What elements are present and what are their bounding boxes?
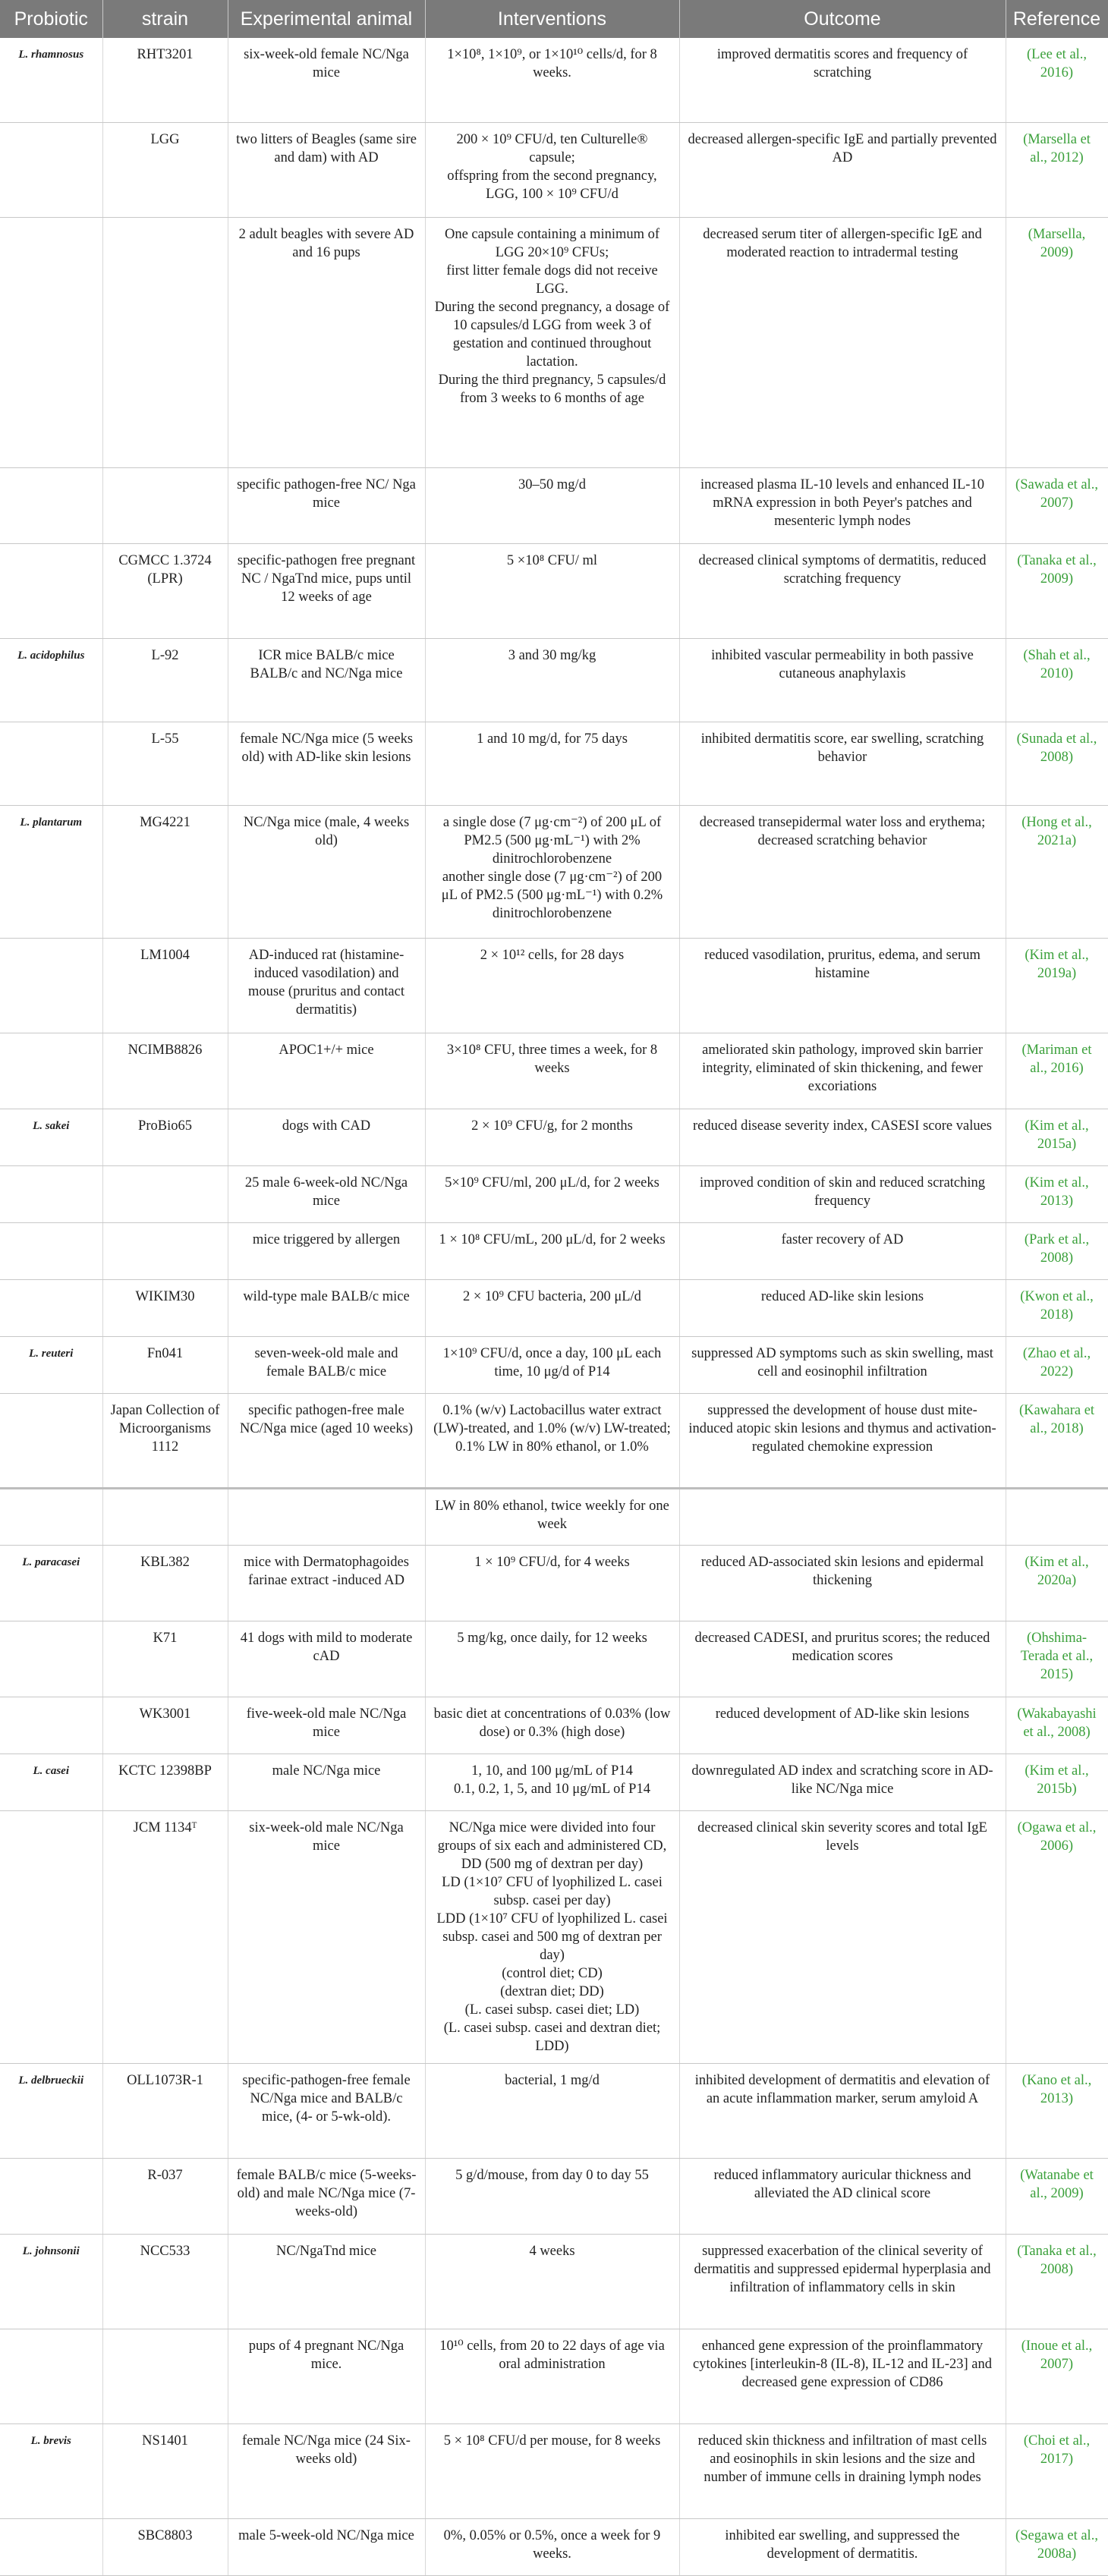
outcome-cell: increased plasma IL-10 levels and enhanced IL-10 mRNA expression in both Peyer's patches and mesenteric lymph nodes bbox=[679, 467, 1006, 543]
intervention-line: offspring from the second pregnancy, LGG, 100 × 10⁹ CFU/d bbox=[447, 168, 657, 202]
strain-cell: Japan Collection of Microorganisms 1112 bbox=[102, 1393, 228, 1488]
animal-cell: dogs with CAD bbox=[228, 1109, 425, 1165]
table-row bbox=[0, 543, 1108, 638]
strain-cell: RHT3201 bbox=[102, 38, 228, 122]
table-row bbox=[0, 2423, 1108, 2518]
animal-cell: specific pathogen-free NC/ Nga mice bbox=[228, 467, 425, 543]
reference-link[interactable]: (Choi et al., 2017) bbox=[1006, 2423, 1108, 2518]
animal-cell: specific-pathogen free pregnant NC / NgaTnd mice, pups until 12 weeks of age bbox=[228, 543, 425, 638]
strain-cell: KCTC 12398BP bbox=[102, 1754, 228, 1810]
probiotic-cell: L. reuteri bbox=[0, 1336, 102, 1393]
probiotic-cell bbox=[0, 2158, 102, 2234]
reference-link[interactable]: (Inoue et al., 2007) bbox=[1006, 2329, 1108, 2423]
interventions-cell bbox=[425, 1697, 679, 1754]
strain-cell: JCM 1134ᵀ bbox=[102, 1810, 228, 2063]
intervention-line: One capsule containing a minimum of LGG 20×10⁹ CFUs; bbox=[444, 226, 660, 260]
intervention-line: 2 × 10⁹ CFU/g, for 2 months bbox=[471, 1118, 633, 1134]
outcome-cell: decreased allergen-specific IgE and partially prevented AD bbox=[679, 122, 1006, 217]
intervention-line: During the second pregnancy, a dosage of 10 capsules/d LGG from week 3 of gestation and continued throughout lactation. bbox=[434, 299, 670, 370]
probiotic-cell bbox=[0, 2518, 102, 2575]
table-row bbox=[0, 1033, 1108, 1109]
intervention-line: 2 × 10¹² cells, for 28 days bbox=[480, 947, 625, 963]
strain-cell: OLL1073R-1 bbox=[102, 2063, 228, 2158]
animal-cell: pups of 4 pregnant NC/Nga mice. bbox=[228, 2329, 425, 2423]
table-row bbox=[0, 122, 1108, 217]
probiotic-cell bbox=[0, 1621, 102, 1697]
table-row bbox=[0, 638, 1108, 722]
outcome-cell: decreased serum titer of allergen-specific IgE and moderated reaction to intradermal testing bbox=[679, 217, 1006, 467]
strain-cell bbox=[102, 1488, 228, 1545]
reference-link[interactable]: (Zhao et al., 2022) bbox=[1006, 1336, 1108, 1393]
table-row bbox=[0, 1488, 1108, 1545]
strain-cell: NCIMB8826 bbox=[102, 1033, 228, 1109]
header-interventions: Interventions bbox=[425, 0, 679, 38]
interventions-cell bbox=[425, 38, 679, 122]
probiotic-cell: L. plantarum bbox=[0, 805, 102, 938]
intervention-line: 0.1% LW in 80% ethanol, or 1.0% bbox=[455, 1439, 649, 1455]
interventions-cell bbox=[425, 1165, 679, 1222]
outcome-cell: reduced disease severity index, CASESI score values bbox=[679, 1109, 1006, 1165]
interventions-cell bbox=[425, 2423, 679, 2518]
header-strain: strain bbox=[102, 0, 228, 38]
outcome-cell: inhibited ear swelling, and suppressed the development of dermatitis. bbox=[679, 2518, 1006, 2575]
table-row bbox=[0, 1697, 1108, 1754]
intervention-line: 3 and 30 mg/kg bbox=[508, 647, 596, 663]
header-probiotic: Probiotic bbox=[0, 0, 102, 38]
reference-link[interactable]: (Sawada et al., 2007) bbox=[1006, 467, 1108, 543]
table-row bbox=[0, 1336, 1108, 1393]
interventions-cell bbox=[425, 122, 679, 217]
table-row bbox=[0, 2234, 1108, 2329]
table-row bbox=[0, 1393, 1108, 1488]
probiotic-cell bbox=[0, 2329, 102, 2423]
intervention-line: LDD (1×10⁷ CFU of lyophilized L. casei subsp. casei and 500 mg of dextran per day) bbox=[436, 1911, 668, 1963]
intervention-line: 1 and 10 mg/d, for 75 days bbox=[477, 731, 628, 747]
intervention-line: first litter female dogs did not receive LGG. bbox=[446, 263, 658, 297]
animal-cell: seven-week-old male and female BALB/c mice bbox=[228, 1336, 425, 1393]
reference-link[interactable]: (Kim et al., 2020a) bbox=[1006, 1545, 1108, 1621]
probiotic-cell bbox=[0, 1810, 102, 2063]
interventions-cell bbox=[425, 2063, 679, 2158]
probiotic-cell bbox=[0, 467, 102, 543]
probiotic-cell: L. acidophilus bbox=[0, 638, 102, 722]
intervention-line: 5×10⁹ CFU/ml, 200 μL/d, for 2 weeks bbox=[445, 1175, 659, 1190]
intervention-line: LW in 80% ethanol, twice weekly for one week bbox=[435, 1498, 669, 1532]
probiotic-cell bbox=[0, 1165, 102, 1222]
outcome-cell: reduced inflammatory auricular thickness and alleviated the AD clinical score bbox=[679, 2158, 1006, 2234]
animal-cell: female NC/Nga mice (5 weeks old) with AD-like skin lesions bbox=[228, 722, 425, 805]
intervention-line: LD (1×10⁷ CFU of lyophilized L. casei subsp. casei per day) bbox=[442, 1874, 663, 1908]
strain-cell bbox=[102, 1222, 228, 1279]
outcome-cell: reduced skin thickness and infiltration of mast cells and eosinophils in skin lesions and the size and number of immune cells in draining lymph nodes bbox=[679, 2423, 1006, 2518]
probiotic-cell: L. brevis bbox=[0, 2423, 102, 2518]
strain-cell: KBL382 bbox=[102, 1545, 228, 1621]
outcome-cell: reduced vasodilation, pruritus, edema, and serum histamine bbox=[679, 938, 1006, 1033]
intervention-line: (dextran diet; DD) bbox=[500, 1983, 604, 1999]
animal-cell: specific pathogen-free male NC/Nga mice (aged 10 weeks) bbox=[228, 1393, 425, 1488]
probiotic-cell bbox=[0, 543, 102, 638]
interventions-cell bbox=[425, 467, 679, 543]
intervention-line: 1×10⁸, 1×10⁹, or 1×10¹⁰ cells/d, for 8 weeks. bbox=[447, 47, 657, 80]
strain-cell: K71 bbox=[102, 1621, 228, 1697]
reference-link[interactable]: (Kawahara et al., 2018) bbox=[1006, 1393, 1108, 1488]
intervention-line: During the third pregnancy, 5 capsules/d from 3 weeks to 6 months of age bbox=[438, 372, 666, 406]
strain-cell: ProBio65 bbox=[102, 1109, 228, 1165]
interventions-cell bbox=[425, 1754, 679, 1810]
intervention-line: (control diet; CD) bbox=[502, 1965, 603, 1981]
strain-cell: LGG bbox=[102, 122, 228, 217]
outcome-cell: inhibited development of dermatitis and elevation of an acute inflammation marker, serum amyloid A bbox=[679, 2063, 1006, 2158]
interventions-cell bbox=[425, 1488, 679, 1545]
probiotic-cell: L. casei bbox=[0, 1754, 102, 1810]
header-reference: Reference bbox=[1006, 0, 1108, 38]
intervention-line: 5 g/d/mouse, from day 0 to day 55 bbox=[455, 2167, 649, 2183]
intervention-line: bacterial, 1 mg/d bbox=[505, 2072, 600, 2088]
animal-cell: female NC/Nga mice (24 Six-weeks old) bbox=[228, 2423, 425, 2518]
intervention-line: 200 × 10⁹ CFU/d, ten Culturelle® capsule; bbox=[456, 131, 648, 165]
probiotic-cell: L. paracasei bbox=[0, 1545, 102, 1621]
interventions-cell bbox=[425, 1109, 679, 1165]
probiotic-cell bbox=[0, 217, 102, 467]
probiotic-cell: L. johnsonii bbox=[0, 2234, 102, 2329]
intervention-line: 0.1% (w/v) Lactobacillus water extract (LW)-treated, and 1.0% (w/v) LW-treated; bbox=[433, 1402, 671, 1436]
intervention-line: 1×10⁹ CFU/d, once a day, 100 μL each time, 10 μg/d of P14 bbox=[442, 1345, 662, 1379]
probiotic-cell bbox=[0, 122, 102, 217]
strain-cell bbox=[102, 1165, 228, 1222]
reference-link[interactable]: (Segawa et al., 2008a) bbox=[1006, 2518, 1108, 2575]
outcome-cell: decreased transepidermal water loss and erythema; decreased scratching behavior bbox=[679, 805, 1006, 938]
interventions-cell bbox=[425, 1033, 679, 1109]
reference-link[interactable]: (Hong et al., 2021a) bbox=[1006, 805, 1108, 938]
table-row bbox=[0, 1222, 1108, 1279]
strain-cell: SBC8803 bbox=[102, 2518, 228, 2575]
reference-link[interactable]: (Kim et al., 2019a) bbox=[1006, 938, 1108, 1033]
intervention-line: (L. casei subsp. casei diet; LD) bbox=[464, 2002, 640, 2018]
intervention-line: 1, 10, and 100 μg/mL of P14 bbox=[471, 1763, 633, 1779]
reference-link[interactable]: (Tanaka et al., 2008) bbox=[1006, 2234, 1108, 2329]
intervention-line: 10¹⁰ cells, from 20 to 22 days of age via oral administration bbox=[439, 2338, 665, 2372]
interventions-cell bbox=[425, 1336, 679, 1393]
strain-cell: R-037 bbox=[102, 2158, 228, 2234]
table-row bbox=[0, 217, 1108, 467]
reference-link[interactable]: (Ogawa et al., 2006) bbox=[1006, 1810, 1108, 2063]
intervention-line: 0.1, 0.2, 1, 5, and 10 μg/mL of P14 bbox=[454, 1781, 650, 1797]
intervention-line: 4 weeks bbox=[529, 2243, 575, 2259]
animal-cell: six-week-old male NC/Nga mice bbox=[228, 1810, 425, 2063]
probiotic-cell bbox=[0, 1697, 102, 1754]
interventions-cell bbox=[425, 2234, 679, 2329]
animal-cell: mice with Dermatophagoides farinae extract -induced AD bbox=[228, 1545, 425, 1621]
probiotic-cell bbox=[0, 938, 102, 1033]
table-row bbox=[0, 938, 1108, 1033]
outcome-cell: improved condition of skin and reduced scratching frequency bbox=[679, 1165, 1006, 1222]
animal-cell: female BALB/c mice (5-weeks-old) and male NC/Nga mice (7-weeks-old) bbox=[228, 2158, 425, 2234]
reference-link[interactable]: (Ohshima-Terada et al., 2015) bbox=[1006, 1621, 1108, 1697]
probiotic-cell bbox=[0, 1222, 102, 1279]
interventions-cell bbox=[425, 1545, 679, 1621]
intervention-line: basic diet at concentrations of 0.03% (low dose) or 0.3% (high dose) bbox=[433, 1706, 671, 1740]
reference-link[interactable]: (Sunada et al., 2008) bbox=[1006, 722, 1108, 805]
outcome-cell: inhibited vascular permeability in both passive cutaneous anaphylaxis bbox=[679, 638, 1006, 722]
intervention-line: 0%, 0.05% or 0.5%, once a week for 9 weeks. bbox=[443, 2527, 661, 2562]
table-row bbox=[0, 1109, 1108, 1165]
probiotic-cell bbox=[0, 1033, 102, 1109]
outcome-cell: ameliorated skin pathology, improved skin barrier integrity, eliminated of skin thickening, and fewer excoriations bbox=[679, 1033, 1006, 1109]
animal-cell: NC/Nga mice (male, 4 weeks old) bbox=[228, 805, 425, 938]
outcome-cell: enhanced gene expression of the proinflammatory cytokines [interleukin-8 (IL-8), IL-12 and IL-23] and decreased gene expression of CD86 bbox=[679, 2329, 1006, 2423]
table-row bbox=[0, 467, 1108, 543]
outcome-cell: suppressed AD symptoms such as skin swelling, mast cell and eosinophil infiltration bbox=[679, 1336, 1006, 1393]
strain-cell: LM1004 bbox=[102, 938, 228, 1033]
animal-cell: wild-type male BALB/c mice bbox=[228, 1279, 425, 1336]
interventions-cell bbox=[425, 722, 679, 805]
header-outcome: Outcome bbox=[679, 0, 1006, 38]
outcome-cell: reduced development of AD-like skin lesions bbox=[679, 1697, 1006, 1754]
reference-link[interactable]: (Park et al., 2008) bbox=[1006, 1222, 1108, 1279]
reference-link[interactable]: (Tanaka et al., 2009) bbox=[1006, 543, 1108, 638]
outcome-cell: reduced AD-like skin lesions bbox=[679, 1279, 1006, 1336]
strain-cell bbox=[102, 2329, 228, 2423]
interventions-cell bbox=[425, 1393, 679, 1488]
interventions-cell bbox=[425, 805, 679, 938]
outcome-cell: decreased CADESI, and pruritus scores; the reduced medication scores bbox=[679, 1621, 1006, 1697]
animal-cell: 41 dogs with mild to moderate cAD bbox=[228, 1621, 425, 1697]
reference-link[interactable]: (Lee et al., 2016) bbox=[1006, 38, 1108, 122]
reference-link[interactable]: (Mariman et al., 2016) bbox=[1006, 1033, 1108, 1109]
interventions-cell bbox=[425, 938, 679, 1033]
table-row bbox=[0, 2063, 1108, 2158]
reference-link[interactable]: (Kim et al., 2015b) bbox=[1006, 1754, 1108, 1810]
intervention-line: NC/Nga mice were divided into four groups of six each and administered CD, DD (500 mg of dextran per day) bbox=[437, 1820, 667, 1872]
reference-link[interactable]: (Kano et al., 2013) bbox=[1006, 2063, 1108, 2158]
interventions-cell bbox=[425, 1621, 679, 1697]
table-row bbox=[0, 1545, 1108, 1621]
intervention-line: 2 × 10⁹ CFU bacteria, 200 μL/d bbox=[463, 1288, 641, 1304]
strain-cell: MG4221 bbox=[102, 805, 228, 938]
table-row bbox=[0, 1810, 1108, 2063]
outcome-cell: decreased clinical symptoms of dermatitis, reduced scratching frequency bbox=[679, 543, 1006, 638]
reference-link[interactable]: (Kwon et al., 2018) bbox=[1006, 1279, 1108, 1336]
probiotic-cell: L. delbrueckii bbox=[0, 2063, 102, 2158]
animal-cell: NC/NgaTnd mice bbox=[228, 2234, 425, 2329]
intervention-line: another single dose (7 μg·cm⁻²) of 200 μL of PM2.5 (500 μg·mL⁻¹) with 0.2% dinitrochlorobenzene bbox=[441, 869, 663, 921]
reference-link[interactable]: (Wakabayashi et al., 2008) bbox=[1006, 1697, 1108, 1754]
table-row bbox=[0, 38, 1108, 122]
outcome-cell: faster recovery of AD bbox=[679, 1222, 1006, 1279]
animal-cell bbox=[228, 1488, 425, 1545]
animal-cell: male 5-week-old NC/Nga mice bbox=[228, 2518, 425, 2575]
animal-cell: specific-pathogen-free female NC/Nga mice and BALB/c mice, (4- or 5-wk-old). bbox=[228, 2063, 425, 2158]
interventions-cell bbox=[425, 2329, 679, 2423]
animal-cell: two litters of Beagles (same sire and dam) with AD bbox=[228, 122, 425, 217]
interventions-cell bbox=[425, 638, 679, 722]
intervention-line: 5 × 10⁸ CFU/d per mouse, for 8 weeks bbox=[443, 2433, 661, 2449]
strain-cell: NCC533 bbox=[102, 2234, 228, 2329]
intervention-line: 1 × 10⁹ CFU/d, for 4 weeks bbox=[474, 1554, 630, 1570]
reference-link[interactable] bbox=[1006, 1488, 1108, 1545]
probiotic-cell bbox=[0, 722, 102, 805]
reference-link[interactable]: (Marsella, 2009) bbox=[1006, 217, 1108, 467]
reference-link[interactable]: (Kim et al., 2013) bbox=[1006, 1165, 1108, 1222]
reference-link[interactable]: (Kim et al., 2015a) bbox=[1006, 1109, 1108, 1165]
interventions-cell bbox=[425, 217, 679, 467]
reference-link[interactable]: (Shah et al., 2010) bbox=[1006, 638, 1108, 722]
strain-cell bbox=[102, 467, 228, 543]
table-row bbox=[0, 2518, 1108, 2575]
animal-cell: APOC1+/+ mice bbox=[228, 1033, 425, 1109]
interventions-cell bbox=[425, 1279, 679, 1336]
interventions-cell bbox=[425, 2158, 679, 2234]
interventions-cell bbox=[425, 1810, 679, 2063]
probiotic-cell bbox=[0, 1279, 102, 1336]
animal-cell: mice triggered by allergen bbox=[228, 1222, 425, 1279]
intervention-line: 5 ×10⁸ CFU/ ml bbox=[506, 552, 598, 568]
table-row bbox=[0, 1754, 1108, 1810]
intervention-line: 5 mg/kg, once daily, for 12 weeks bbox=[457, 1630, 647, 1646]
table-row bbox=[0, 1279, 1108, 1336]
reference-link[interactable]: (Watanabe et al., 2009) bbox=[1006, 2158, 1108, 2234]
table-row bbox=[0, 2329, 1108, 2423]
probiotic-cell bbox=[0, 1393, 102, 1488]
intervention-line: 1 × 10⁸ CFU/mL, 200 μL/d, for 2 weeks bbox=[439, 1231, 666, 1247]
outcome-cell: suppressed exacerbation of the clinical severity of dermatitis and suppressed epidermal hyperplasia and infiltration of inflammatory cells in skin bbox=[679, 2234, 1006, 2329]
strain-cell: NS1401 bbox=[102, 2423, 228, 2518]
probiotic-cell: L. sakei bbox=[0, 1109, 102, 1165]
probiotic-cell: L. rhamnosus bbox=[0, 38, 102, 122]
table-row bbox=[0, 722, 1108, 805]
animal-cell: 2 adult beagles with severe AD and 16 pups bbox=[228, 217, 425, 467]
animal-cell: 25 male 6-week-old NC/Nga mice bbox=[228, 1165, 425, 1222]
outcome-cell: reduced AD-associated skin lesions and epidermal thickening bbox=[679, 1545, 1006, 1621]
outcome-cell bbox=[679, 1488, 1006, 1545]
outcome-cell: decreased clinical skin severity scores and total IgE levels bbox=[679, 1810, 1006, 2063]
strain-cell: Fn041 bbox=[102, 1336, 228, 1393]
table-row bbox=[0, 2158, 1108, 2234]
table-row bbox=[0, 805, 1108, 938]
intervention-line: a single dose (7 μg·cm⁻²) of 200 μL of PM2.5 (500 μg·mL⁻¹) with 2% dinitrochlorobenzene bbox=[442, 814, 662, 867]
outcome-cell: suppressed the development of house dust mite-induced atopic skin lesions and thymus and activation-regulated chemokine expression bbox=[679, 1393, 1006, 1488]
outcome-cell: improved dermatitis scores and frequency of scratching bbox=[679, 38, 1006, 122]
outcome-cell: downregulated AD index and scratching score in AD-like NC/Nga mice bbox=[679, 1754, 1006, 1810]
intervention-line: 3×10⁸ CFU, three times a week, for 8 weeks bbox=[446, 1042, 658, 1076]
reference-link[interactable]: (Marsella et al., 2012) bbox=[1006, 122, 1108, 217]
strain-cell: L-55 bbox=[102, 722, 228, 805]
animal-cell: five-week-old male NC/Nga mice bbox=[228, 1697, 425, 1754]
outcome-cell: inhibited dermatitis score, ear swelling, scratching behavior bbox=[679, 722, 1006, 805]
intervention-line: 30–50 mg/d bbox=[518, 477, 586, 492]
animal-cell: male NC/Nga mice bbox=[228, 1754, 425, 1810]
interventions-cell bbox=[425, 2518, 679, 2575]
intervention-line: (L. casei subsp. casei and dextran diet; LDD) bbox=[443, 2020, 661, 2054]
strain-cell: CGMCC 1.3724 (LPR) bbox=[102, 543, 228, 638]
table-row bbox=[0, 1165, 1108, 1222]
strain-cell bbox=[102, 217, 228, 467]
header-experimental-animal: Experimental animal bbox=[228, 0, 425, 38]
strain-cell: L-92 bbox=[102, 638, 228, 722]
interventions-cell bbox=[425, 543, 679, 638]
strain-cell: WIKIM30 bbox=[102, 1279, 228, 1336]
animal-cell: six-week-old female NC/Nga mice bbox=[228, 38, 425, 122]
header-row bbox=[0, 0, 1108, 38]
probiotic-cell bbox=[0, 1488, 102, 1545]
animal-cell: ICR mice BALB/c mice BALB/c and NC/Nga mice bbox=[228, 638, 425, 722]
animal-cell: AD-induced rat (histamine-induced vasodilation) and mouse (pruritus and contact dermatitis) bbox=[228, 938, 425, 1033]
interventions-cell bbox=[425, 1222, 679, 1279]
table-row bbox=[0, 1621, 1108, 1697]
strain-cell: WK3001 bbox=[102, 1697, 228, 1754]
